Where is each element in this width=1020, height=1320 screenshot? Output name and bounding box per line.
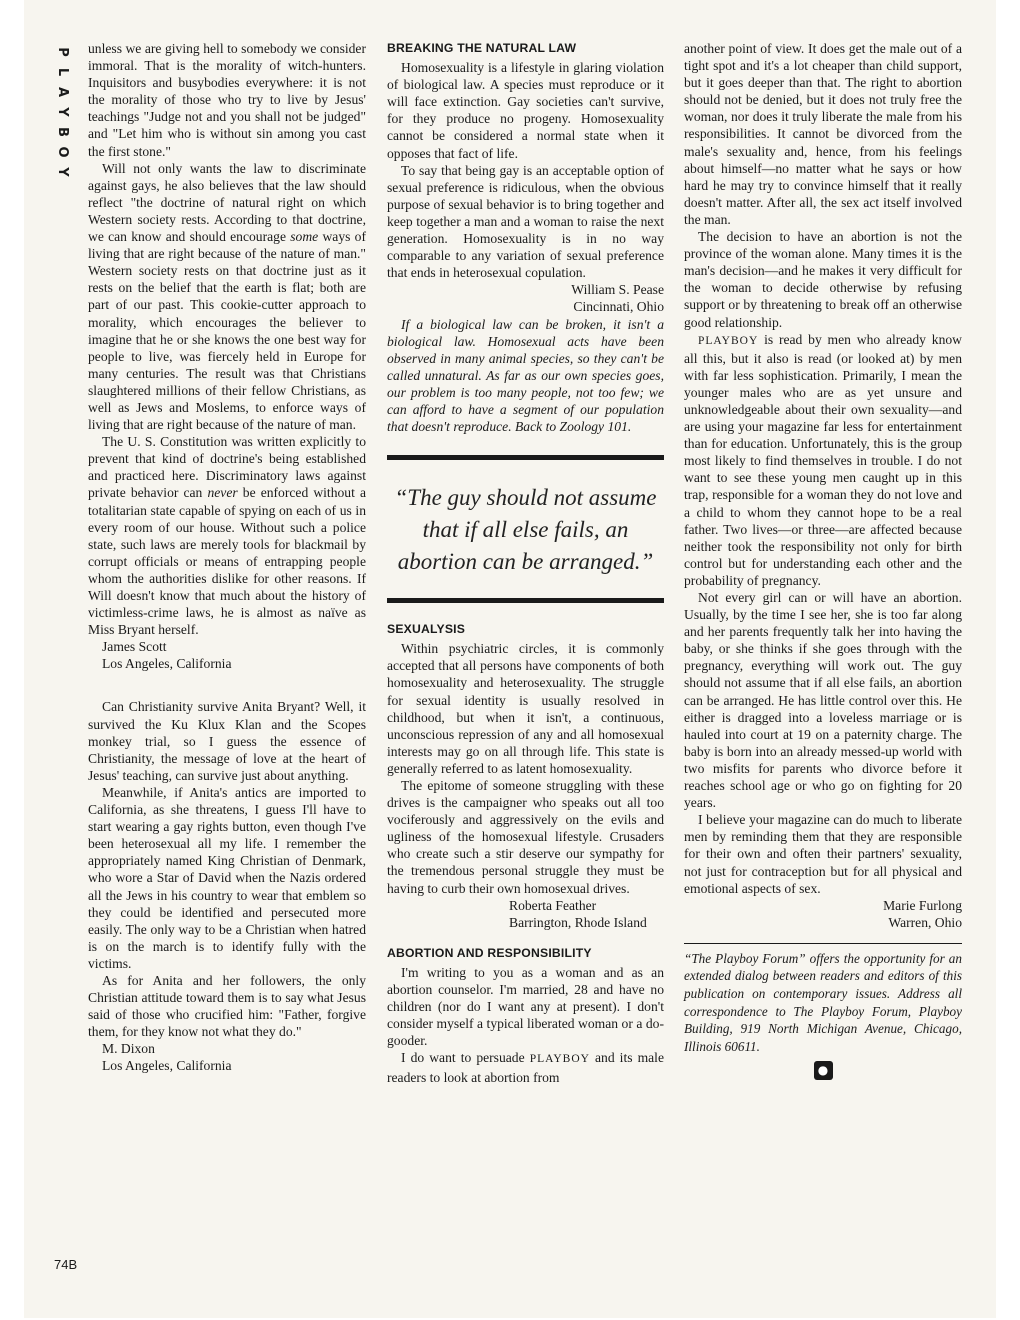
letter-paragraph: Not every girl can or will have an abortion. Usually, by the time I see her, she is too far along and her parents frequently talk her into having the baby, or she thinks if she goes through with the pregnancy, everything will work out. The guy should not assume that if all else fails, an abortion can be arranged. He has little control over this. He either is dragged into a loveless marriage or is hauled into court at 19 on a paternity charge. The baby is born into an already messed-up world with two misfits for parents who divorce before it reaches school age or who go on fighting for 20 years. [684,590,962,811]
letter-paragraph: Meanwhile, if Anita's antics are imported to California, as she threatens, I guess I'll have to start wearing a gay rights button, even though I've been heterosexual all my life. I remember the appropriately named King Christian of Denmark, who wore a Star of David when the Nazis ordered all the Jews in his country to wear that emblem so they could be identified and persecuted more easily. The only way to be a Christian when hatred is on the march is to identify fully with the victims. [88,784,366,971]
letter-paragraph: I believe your magazine can do much to liberate men by reminding them that they are responsible for their own and often their partners' sexuality, not just for contraception but for all physical and emotional aspects of sex. [684,812,962,896]
page-number: 74B [54,1257,78,1272]
letter-paragraph: Within psychiatric circles, it is commonly accepted that all persons have components of both homosexuality and heterosexuality. The struggle for sexual identity is usually resolved in childhood, but when it isn't, a continuous, unconscious repression of any and all homosexual interests may go on all through life. This state is generally referred to as latent homosexuality. [387,641,664,776]
forum-notice: “The Playboy Forum” offers the opportunity for an extended dialog between readers and editors of this publication on contemporary issues. Address all correspondence to The Playboy Forum, Playboy Building, 919 North Michigan Avenue, Chicago, Illinois 60611. [684,943,962,1056]
letter-paragraph: another point of view. It does get the male out of a tight spot and it's a lot cheaper than child support, but it goes deeper than that. The right to abortion should not be denied, but it does not truly free the woman, nor does it truly liberate the male from his responsibilities. It cannot be divorced from the male's sexuality and, hence, from his feelings about himself—no matter what he says or how hard he may try to convince himself that it really doesn't matter. After all, the sex act itself involved the man. [684,41,962,227]
letter-paragraph: As for Anita and her followers, the only Christian attitude toward them is to say what Jesus said of those who crucified him: "Father, forgive them, for they know not what they do." [88,972,366,1040]
letter-paragraph: Will not only wants the law to discriminate against gays, he also believes that the law should reflect "the doctrine of natural right on which Western society rests. According to that doctrine, we can know and should encourage some ways of living that are right because of the nature of man." Western society rests on that doctrine just as it rests on the belief that the earth is flat; both are part of our past. This cookie-cutter approach to morality, which encourages the believer to imagine that he or she knows the one best way for people to live, was fiercely held in Europe for many centuries. The result was that Christians slaughtered millions of their fellow Christians, as well as Jews and Moslems, to enforce ways of living that are right because of the nature of man. [88,160,366,433]
signature-name: William S. Pease [571,282,664,298]
pull-quote-text: “The guy should not assume that if all else fails, an abortion can be arranged.” [394,485,657,575]
signature-location: Los Angeles, California [102,656,232,672]
letter-paragraph: Homosexuality is a lifestyle in glaring violation of biological law. A species must reproduce or it will face extinction. Gay societies can't survive, for they produce no progeny. Homosexuality cannot be considered a normal state when it opposes that fact of life. [387,60,664,161]
signature-location: Barrington, Rhode Island [509,914,647,930]
letter-paragraph: unless we are giving hell to somebody we consider immoral. That is the morality of witch-hunters. Inquisitors and busybodies everywhere: it is not the morality of those who try to live by Jesus' teachings "Judge not and you shall not be judged" and "Let him who is without sin among you cast the first stone." [88,41,366,159]
signature-name: James Scott [102,639,167,655]
signature-name: Marie Furlong [883,897,962,913]
letter-paragraph: To say that being gay is an acceptable option of sexual preference is ridiculous, when the obvious purpose of sexual behavior is to bring together and keep together a man and a woman to raise the next generation. Homosexuality is in no way comparable to any variation of sexual preference that ends in heterosexual copulation. [387,162,664,281]
pull-quote [387,455,664,603]
letter-paragraph: The U. S. Constitution was written explicitly to prevent that kind of doctrine's being established and practiced here. Discriminatory laws against private behavior can never be enforced without a totalitarian state capable of spying on each of us in every room of our house. Without such a police state, such laws are merely tools for blackmail by corrupt officials or means of entrapping people whom the authorities dislike for other reasons. If Will doesn't know that much about the history of victimless-crime laws, he is almost as naïve as Miss Bryant herself. [88,434,367,638]
section-heading: ABORTION AND RESPONSIBILITY [387,945,592,960]
section-heading: SEXUALYSIS [387,622,466,637]
letter-paragraph: The epitome of someone struggling with these drives is the campaigner who speaks out all too vociferously and aggressively on the evils and ugliness of the homosexual lifestyle. Crusaders who create such a stir deserve our sympathy for the tremendous personal struggle they must be having to curb their own homosexual drives. [387,778,664,896]
signature-location: Cincinnati, Ohio [573,299,664,315]
running-head: P L A Y B O Y [55,47,70,177]
rabbit-head-icon: ● [814,1061,833,1080]
signature-location: Los Angeles, California [102,1058,232,1074]
signature-name: M. Dixon [102,1041,155,1057]
section-heading: BREAKING THE NATURAL LAW [387,41,577,55]
editor-reply: If a biological law can be broken, it isn't a biological law. Homosexual acts have been observed in many animal species, so they can't be called unnatural. As far as our own species goes, our problem is too many people, not too few; we can afford to have a segment of our population that doesn't reproduce. Back to Zoology 101. [387,316,664,435]
column-2 [387,40,664,1086]
letter-paragraph: The decision to have an abortion is not the province of the woman alone. Many times it is the man's decision—and he makes it very difficult for the woman to decide otherwise by refusing support or by threatening to break off an otherwise good relationship. [684,229,962,330]
signature-location: Warren, Ohio [888,914,962,930]
letter-paragraph: Can Christianity survive Anita Bryant? Well, it survived the Ku Klux Klan and the Scopes monkey trial, so I guess the essence of Christianity, the message of love at the heart of Jesus' teaching, can survive just about anything. [88,699,366,783]
column-1 [88,40,366,1075]
signature-name: Roberta Feather [509,897,597,913]
letter-paragraph: I do want to persuade PLAYBOY and its male readers to look at abortion from [387,1050,664,1085]
letter-paragraph: PLAYBOY is read by men who already know all this, but it also is read (or looked at) by men with far less sophistication. Primarily, I mean the younger males who are as yet unsure and unknowledgeable about their own sexuality—and are using your magazine far less for entertainment than for education. Unfortunately, this is the group most likely to find themselves in trouble. I do not want to see these young men caught up in this trap, responsible for a woman they do not love and a child to whom they cannot hope to be a real father. Two lives—or three—are affected because neither took the responsibility not only for birth control but for understanding each other and the probability of pregnancy. [684,331,962,588]
letter-paragraph: I'm writing to you as a woman and as an abortion counselor. I'm married, 28 and have no children (nor do I want any at present). I don't consider myself a typical liberated woman or a do-gooder. [387,964,664,1049]
column-3 [684,40,962,1080]
